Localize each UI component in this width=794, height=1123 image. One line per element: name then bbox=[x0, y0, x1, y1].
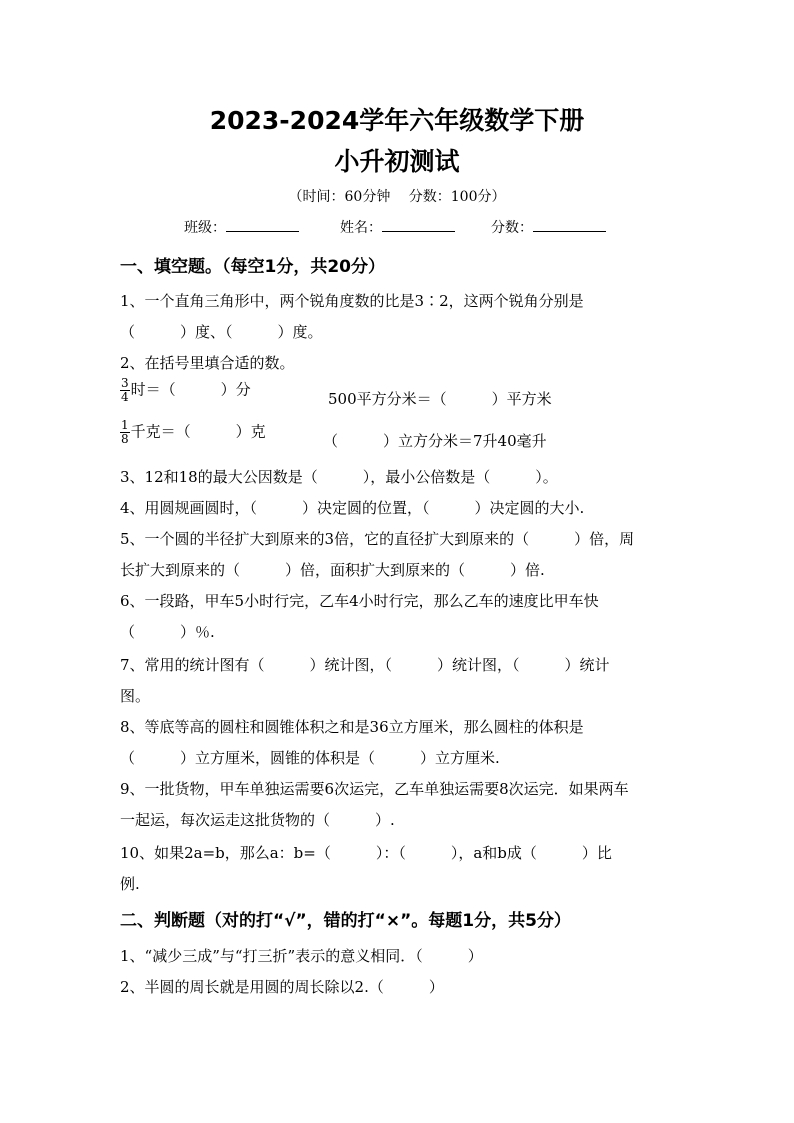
question-2b: 500平方分米＝（ ）平方米 bbox=[328, 390, 552, 408]
fraction-denominator: 4 bbox=[121, 390, 129, 404]
section1-heading: 一、填空题。（每空1分，共20分） bbox=[120, 257, 385, 277]
question-2d: （ ）立方分米＝7升40毫升 bbox=[323, 432, 547, 450]
fraction-numerator: 3 bbox=[121, 376, 129, 390]
page-subtitle: 小升初测试 bbox=[334, 147, 460, 176]
question-7-line1: 7、常用的统计图有（ ）统计图，（ ）统计图，（ ）统计 bbox=[120, 656, 610, 674]
question-2c bbox=[120, 419, 266, 446]
class-label: 班级： bbox=[184, 220, 226, 236]
exam-info: （时间：60分钟 分数：100分） bbox=[288, 189, 506, 205]
fraction-denominator: 8 bbox=[121, 432, 129, 446]
question-1-line1: 1、一个直角三角形中，两个锐角度数的比是3∶2，这两个锐角分别是 bbox=[120, 292, 584, 310]
fraction-one-eighth bbox=[120, 419, 130, 446]
fraction-three-quarters bbox=[120, 377, 130, 404]
question-8-line2: （ ）立方厘米，圆锥的体积是（ ）立方厘米. bbox=[120, 749, 500, 767]
question-6-line1: 6、一段路，甲车5小时行完，乙车4小时行完，那么乙车的速度比甲车快 bbox=[120, 592, 599, 610]
question-5-line1: 5、一个圆的半径扩大到原来的3倍，它的直径扩大到原来的（ ）倍，周 bbox=[120, 530, 635, 548]
question-6-line2: （ ）％. bbox=[120, 623, 215, 641]
question-1-line2: （ ）度、（ ）度。 bbox=[120, 323, 323, 341]
class-blank bbox=[226, 217, 299, 232]
question-2a bbox=[120, 377, 251, 404]
judge-question-1: 1、“减少三成”与“打三折”表示的意义相同．（ ） bbox=[120, 947, 483, 965]
question-2a-text: 时＝（ ）分 bbox=[130, 380, 251, 399]
judge-question-2: 2、半圆的周长就是用圆的周长除以2.（ ） bbox=[120, 978, 444, 996]
question-4: 4、用圆规画圆时，（ ）决定圆的位置，（ ）决定圆的大小. bbox=[120, 499, 585, 517]
page-title: 2023-2024学年六年级数学下册 bbox=[209, 106, 585, 135]
score-blank bbox=[533, 217, 606, 232]
question-7-line2: 图。 bbox=[120, 687, 151, 705]
question-9-line2: 一起运，每次运走这批货物的（ ）. bbox=[120, 811, 395, 829]
question-8-line1: 8、等底等高的圆柱和圆锥体积之和是36立方厘米，那么圆柱的体积是 bbox=[120, 718, 584, 736]
section2-heading: 二、判断题（对的打“√”，错的打“×”。每题1分，共5分） bbox=[120, 911, 571, 931]
question-5-line2: 长扩大到原来的（ ）倍，面积扩大到原来的（ ）倍. bbox=[120, 561, 545, 579]
question-10-line1: 10、如果2a=b，那么a：b=（ ）：（ ），a和b成（ ）比 bbox=[120, 844, 612, 862]
question-2c-text: 千克＝（ ）克 bbox=[130, 422, 266, 441]
name-field bbox=[340, 217, 455, 237]
score-field bbox=[491, 217, 606, 237]
fraction-numerator: 1 bbox=[121, 418, 129, 432]
question-10-line2: 例. bbox=[120, 875, 140, 893]
score-label: 分数： bbox=[491, 220, 533, 236]
name-label: 姓名： bbox=[340, 220, 382, 236]
question-3: 3、12和18的最大公因数是（ ），最小公倍数是（ ）。 bbox=[120, 468, 558, 486]
question-9-line1: 9、一批货物，甲车单独运需要6次运完，乙车单独运需要8次运完．如果两车 bbox=[120, 780, 629, 798]
question-2: 2、在括号里填合适的数。 bbox=[120, 354, 295, 372]
class-field bbox=[184, 217, 299, 237]
name-blank bbox=[382, 217, 455, 232]
